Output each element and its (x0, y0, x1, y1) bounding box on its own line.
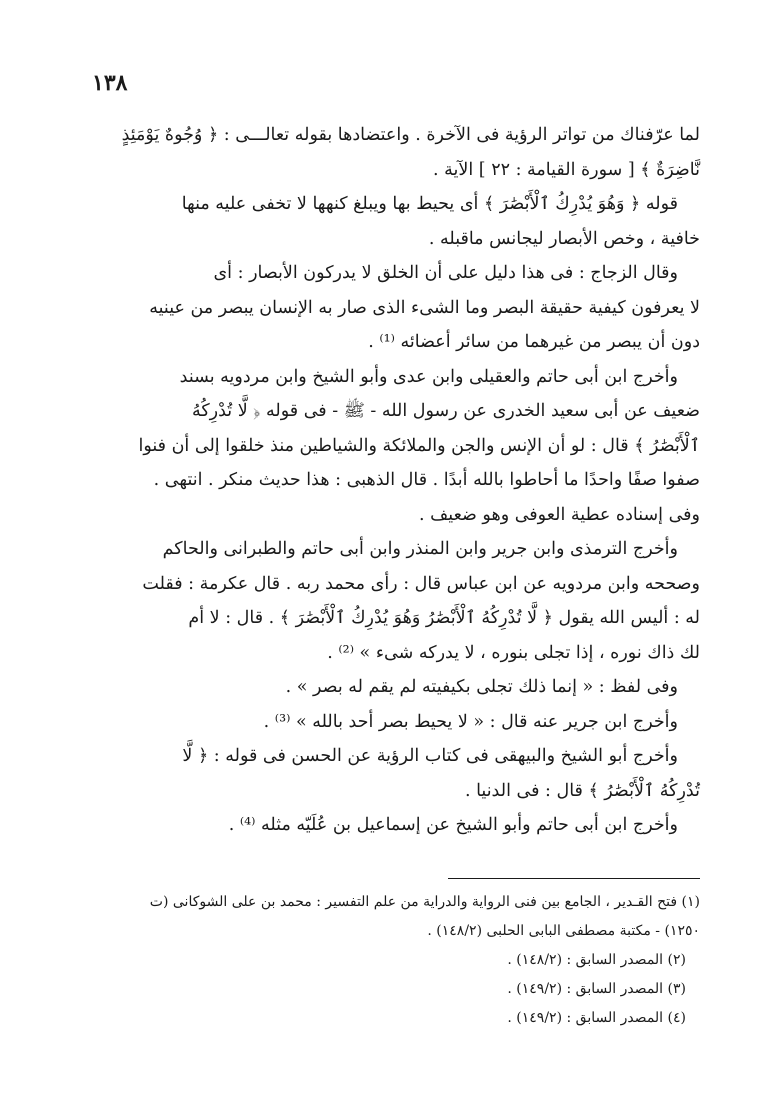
text-line: لما عرّفناك من تواتر الرؤية فى الآخرة . واعتضادها بقوله تعالـــى : ﴿ وُجُوهٌ يَوْمَئِذٍ (121, 125, 700, 145)
text-line: لك ذاك نوره ، إذا تجلى بنوره ، لا يدركه شىء » ⁽²⁾ . (327, 642, 700, 663)
text-line: وقال الزجاج : فى هذا دليل على أن الخلق لا يدركون الأبصار : أى (213, 263, 678, 283)
text-line: ضعيف عن أبى سعيد الخدرى عن رسول الله - ﷺ - فى قوله ﴿ لَّا تُدْرِكُهُ (191, 401, 700, 421)
footnotes (100, 888, 700, 1033)
page-number: ١٣٨ (92, 70, 128, 96)
footnote: (١) فتح القـدير ، الجامع بين فنى الرواية والدراية من علم التفسير : محمد بن على الشوكانى (ت (149, 894, 700, 910)
text-line: وأخرج ابن جرير عنه قال : « لا يحيط بصر أحد بالله » ⁽³⁾ . (263, 711, 678, 732)
text-line: وفى إسناده عطية العوفى وهو ضعيف . (419, 504, 700, 525)
text-line: ٱلْأَبْصَٰرُ ﴾ قال : لو أن الإنس والجن والملائكة والشياطين منذ خلقوا إلى أن فنوا (138, 435, 700, 456)
text-line: صفوا صفًا واحدًا ما أحاطوا بالله أبدًا . قال الذهبى : هذا حديث منكر . انتهى . (153, 470, 700, 490)
text-line: وصححه وابن مردويه عن ابن عباس قال : رأى محمد ربه . قال عكرمة : فقلت (142, 573, 700, 594)
text-line: دون أن يبصر من غيرهما من سائر أعضائه ⁽¹⁾ . (368, 332, 700, 352)
text-line: وأخرج الترمذى وابن جرير وابن المنذر وابن أبى حاتم والطبرانى والحاكم (162, 539, 678, 559)
text-line: نَّاضِرَةٌ ﴾ [ سورة القيامة : ٢٢ ] الآية . (433, 159, 700, 180)
main-text (100, 118, 700, 843)
text-line: قوله ﴿ وَهُوَ يُدْرِكُ ٱلْأَبْصَٰرَ ﴾ أى يحيط بها ويبلغ كنهها لا تخفى عليه منها (181, 194, 678, 214)
text-line: لا يعرفون كيفية حقيقة البصر وما الشىء الذى صار به الإنسان يبصر من عينيه (149, 297, 700, 318)
footnote: (٢) المصدر السابق : (١٤٨/٢) . (507, 952, 686, 968)
footnote: (٣) المصدر السابق : (١٤٩/٢) . (507, 981, 686, 997)
footnote-separator (448, 878, 700, 879)
text-line: خافية ، وخص الأبصار ليجانس ماقبله . (428, 228, 700, 249)
text-line: وأخرج ابن أبى حاتم والعقيلى وابن عدى وأبو الشيخ وابن مردويه بسند (179, 366, 678, 387)
footnote-continuation: ١٢٥٠) - مكتبة مصطفى البابى الحلبى (١٤٨/٢) . (427, 923, 700, 939)
text-line: وفى لفظ : « إنما ذلك تجلى بكيفيته لم يقم له بصر » . (285, 677, 678, 697)
footnote: (٤) المصدر السابق : (١٤٩/٢) . (507, 1010, 686, 1026)
text-line: تُدْرِكُهُ ٱلْأَبْصَٰرُ ﴾ قال : فى الدنيا . (464, 780, 700, 801)
text-line: وأخرج أبو الشيخ والبيهقى فى كتاب الرؤية عن الحسن فى قوله : ﴿ لَّا (182, 746, 678, 766)
text-line: وأخرج ابن أبى حاتم وأبو الشيخ عن إسماعيل بن عُلَيّه مثله ⁽⁴⁾ . (228, 815, 678, 835)
text-line: له : أليس الله يقول ﴿ لَّا تُدْرِكُهُ ٱلْأَبْصَٰرُ وَهُوَ يُدْرِكُ ٱلْأَبْصَٰرَ ﴾ . قال : لا أم (188, 608, 700, 628)
